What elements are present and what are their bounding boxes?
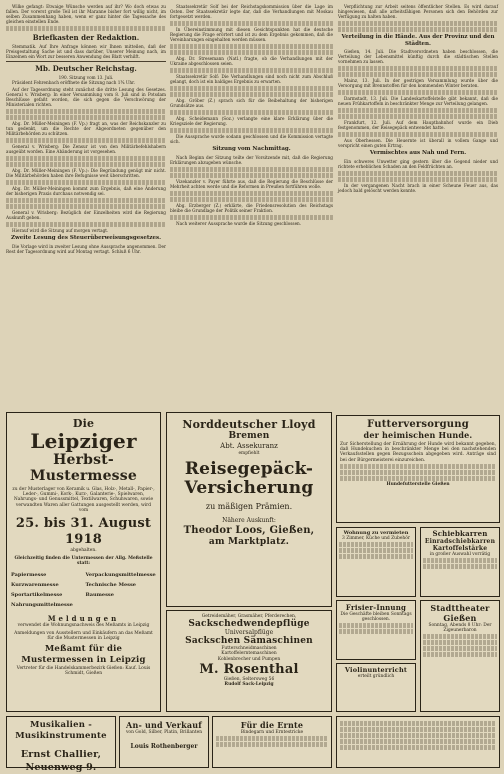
- schiebkarren-title: Schiebkarren: [432, 529, 488, 538]
- editor-text: Stemmatik. Auf Ihre Anfrage können wir Ihnen mitteilen, daß der Preisgestaltung Sache ist und dass darüber, Unserer Meinung nach, im Einzelnen ein Wort zur besseren Anwendung des Blatt verhilft.: [6, 44, 166, 59]
- ad-small-left: [336, 527, 416, 597]
- messe-sub-item: Baumesse: [85, 591, 114, 598]
- messe-abgehalten: abgehalten.: [70, 548, 97, 554]
- article-paragraph: Abg. Dr. Müller-Meiningen (F. Vp.): Die Begründung genügt mir nicht. Die Militärbehörden haben ihre Befugnisse weit überschritten.: [6, 168, 166, 178]
- lloyd-auskunft: Nähere Auskunft:: [222, 517, 276, 525]
- stadttheater-title: Stadttheater Gießen: [430, 603, 490, 623]
- messe-messamt: Meßamt für die Mustermessen in Leipzig: [21, 644, 146, 666]
- article-paragraph: Abg. Erzberger (Z.) erklärte, die Friedensresolution des Reichstags bleibe die Grundlage der Politik seiner Fraktion.: [170, 202, 333, 213]
- article-paragraph: Abg. Dr. Müller-Meiningen (F. Vp.) fragt an, was der Reichskanzler zu tun gedenkt, um die Rechte der Abgeordneten gegenüber den Militärbehörden zu schützen.: [6, 121, 166, 136]
- article-paragraph: General v. Wrisberg: Bezüglich der Einzelheiten wird die Regierung Auskunft geben.: [6, 210, 166, 220]
- musikalien-title: Musikalien - Musikinstrumente: [15, 720, 107, 741]
- fuerdie-text: Bindegarn und Erntestricke: [240, 730, 304, 735]
- messe-meldungen-text: verwendet die Wohnungsnachweis des Meßamts in Leipzig: [17, 622, 150, 628]
- ankauf-text: von Gold, Silber, Platin, Brillanten: [125, 730, 203, 735]
- schiebkarren-l3: Kartoffelstärke: [432, 545, 488, 552]
- messe-leipziger: Leipziger: [30, 429, 137, 453]
- ad-ankauf: [119, 716, 209, 768]
- messe-sub-item: Technische Messe: [85, 581, 136, 588]
- article-paragraph: Abg. Dr. Müller-Meiningen kommt zum Ergebnis, daß eine Änderung der bisherigen Praxis durchaus notwendig sei.: [6, 186, 166, 196]
- article-paragraph: In Übereinstimmung mit diesen Gesichtspunkten hat die deutsche Regierung die Frage erörtert und ist zu dem Ergebnis gekommen, daß die Vereinbarungen eingehalten werden müssen.: [170, 27, 333, 42]
- rosenthal-line: Kohlenbrecher und Pumpen: [217, 656, 281, 662]
- lloyd-city: Bremen: [228, 431, 270, 441]
- sub-heading: Vermischtes aus Nah und Fern.: [369, 150, 467, 156]
- lloyd-praemien: zu mäßigen Prämien.: [205, 502, 293, 512]
- ad-musikalien: [6, 716, 116, 773]
- tail-heading: Zweite Lesung des Steuerüberweisungsgesetzes.: [11, 235, 161, 241]
- lloyd-product1: Reisegepäck-: [184, 459, 314, 480]
- ad-leipziger-messe: [6, 412, 161, 712]
- rosenthal-line: Sackschedwendepflüge: [188, 619, 310, 630]
- editor-heading: Briefkasten der Redaktion.: [32, 33, 140, 42]
- article-paragraph: In der vergangenen Nacht brach in einer Scheune Feuer aus, das jedoch bald gelöscht werden konnte.: [338, 182, 498, 193]
- section-heading: Mb. Deutscher Reichstag.: [35, 64, 137, 73]
- frisier-title: Frisier-Innung: [345, 603, 407, 612]
- article-paragraph: Abg. Gröber (Z.) sprach sich für die Beibehaltung der bisherigen Grundsätze aus.: [170, 98, 333, 108]
- messe-sub-item: Papiermesse: [11, 571, 47, 578]
- article-paragraph: Auf der Tagesordnung steht zunächst die dritte Lesung des Gesetzes. General v. Wrisberg: In einer Versammlung vom 8. Juli sind in Potsdam Beschlüsse gefaßt worden, die sich gegen die Verschwörung der Ministerialen richten.: [6, 87, 166, 107]
- ad-bottom-right: [336, 716, 500, 768]
- frisier-text: Die Geschäfte bleiben Sonntags geschlossen.: [340, 612, 412, 623]
- schiebkarren-l2: Einradschiebkarren: [424, 538, 496, 545]
- article-paragraph: Hierauf wird die Sitzung auf morgen vertagt.: [12, 228, 109, 233]
- ad-stadttheater: [420, 600, 500, 712]
- fuerdie-title: Für die Ernte: [240, 720, 304, 730]
- article-paragraph: Die Aussprache wurde sodann geschlossen und die Kommission vertagte sich.: [170, 134, 333, 144]
- messe-sub-item: Sportartikelmesse: [11, 591, 63, 598]
- article-paragraph: Abg. Dr. Stresemann (Natl.) fragte, ob die Verhandlungen mit der Ukraine abgeschlossen seien.: [170, 56, 333, 66]
- lloyd-street: am Marktplatz.: [208, 537, 290, 548]
- column-left: [6, 4, 166, 256]
- ankauf-title: An- und Verkauf: [126, 720, 202, 730]
- session-line: 190. Sitzung vom 13. Juli.: [58, 75, 114, 80]
- article-paragraph: Vizekanzler v. Payer führte aus, daß die Regierung die Beschlüsse der Mehrheit achten werde und die Reformen in Preußen fortführen wolle.: [170, 178, 333, 189]
- lloyd-agent: Theodor Loos, Gießen,: [183, 525, 315, 537]
- article-paragraph: General v. Wrisberg: Die Zensur ist von den Militärbefehlshabern ausgeübt worden. Eine Abänderung ist vorgesehen.: [6, 144, 166, 154]
- tail-text: Die Vorlage wird in zweiter Lesung ohne Aussprache angenommen. Der Rest der Tagesordnung wird auf Montag vertagt. Schluß 6 Uhr.: [6, 243, 166, 254]
- schiebkarren-text: in großer Auswahl vorrätig: [429, 552, 491, 557]
- intro-text: Verpflichtung zur Arbeit seitens öffentlicher Stellen. Es wird darauf hingewiesen, daß alle arbeitsfähigen Personen sich den Behörden zur Verfügung zu halten haben.: [338, 4, 498, 19]
- rosenthal-line: Universalpflüge: [224, 629, 274, 637]
- violin-text: erteilt gründlich: [357, 674, 395, 679]
- rosenthal-name: M. Rosenthal: [199, 661, 299, 677]
- small-ad-text: 3 Zimmer, Küche und Zubehör: [342, 536, 410, 541]
- lloyd-dept: Abt. Assekuranz: [220, 442, 278, 450]
- ad-hunde-title2: der heimischen Hunde.: [363, 430, 473, 440]
- ad-hunde-title1: Futterversorgung: [367, 419, 469, 430]
- column-right: [338, 4, 498, 195]
- article-paragraph: Darmstadt, 13. Juli. Die Landeskartoffelstelle gibt bekannt, daß die neuen Frühkartoffeln in beschränkter Menge zur Verteilung gelangen.: [338, 96, 498, 106]
- ad-hunde-sign: Hundefutterstelle Gießen: [386, 481, 450, 487]
- stadttheater-text: Sonntag, Abends 8 Uhr: Der Zigeunerbaron: [428, 623, 492, 634]
- lloyd-title: Norddeutscher Lloyd: [182, 418, 316, 431]
- rosenthal-line: Sackschen Sämaschinen: [185, 636, 313, 647]
- ad-hunde-text: Zur Sicherstellung der Ernährung der Hunde wird bekannt gegeben, daß Hundekuchen in beschränkter Menge bei den nachstehenden Verkaufsstellen gegen Bezugsschein abgegeben wird. Anträge sind bei der Bürgermeisterei einzureichen.: [340, 442, 496, 463]
- messe-sub-item: Kurzwarenmesse: [11, 581, 59, 588]
- rosenthal-line: Kartoffelerntemaschinen: [221, 651, 277, 657]
- messe-sub-item: Nahrungsmittelmesse: [11, 601, 73, 608]
- violin-title: Violinunterricht: [344, 666, 408, 674]
- messe-die: Die: [72, 417, 95, 430]
- messe-dates: 25. bis 31. August 1918: [15, 516, 152, 548]
- rosenthal-line: Getreidemäher, Grasmäher, Pferderechen,: [201, 614, 297, 619]
- article-paragraph: Gießen, 14. Juli. Die Stadtverordneten haben beschlossen, die Verteilung der Lebensmittel künftig durch die städtischen Stellen vornehmen zu lassen.: [338, 49, 498, 64]
- rosenthal-addr: Gießen, Seltersweg 56: [223, 676, 275, 682]
- messe-gleichzeitig: Gleichzeitig finden die Untermessen der Allg. Meßstelle statt:: [14, 556, 153, 567]
- article-paragraph: Mainz, 13. Juli. In der gestrigen Versammlung wurde über die Versorgung mit Brennstoffen für den kommenden Winter beraten.: [338, 78, 498, 88]
- messe-sub-item: Verpackungsmittelmesse: [85, 571, 156, 578]
- article-paragraph: Ein schweres Unwetter ging gestern über die Gegend nieder und richtete erheblichen Schaden an den Feldfrüchten an.: [338, 158, 498, 169]
- messe-herbst: Herbst-Mustermesse: [30, 452, 137, 484]
- sub-heading: Sitzung vom Nachmittag.: [212, 146, 291, 152]
- ankauf-name: Louis Rothenberger: [130, 743, 198, 751]
- ad-fuerdie: [212, 716, 332, 768]
- messe-anmeldungen: Anmeldungen von Ausstellern und Einkäufern an das Meßamt für die Mustermessen in Leipzig: [14, 630, 153, 642]
- small-ad-title: Wohnung zu vermieten: [343, 530, 409, 536]
- musikalien-name: Ernst Challier, Neuenweg 9.: [20, 749, 102, 773]
- rosenthal-brand: Rudolf Sack-Leipzig: [224, 682, 274, 688]
- messe-meldungen: Meldungen: [47, 613, 120, 623]
- lloyd-empfiehlt: empfiehlt: [238, 451, 260, 456]
- article-paragraph: Staatssekretär Solf: Die Verhandlungen sind noch nicht zum Abschluß gelangt, doch ist ein baldiges Ergebnis zu erwarten.: [170, 74, 333, 84]
- column-middle: [170, 4, 333, 228]
- rosenthal-line: Futterschneidmaschinen: [221, 646, 277, 652]
- ad-schiebkarren: [420, 527, 500, 597]
- intro-text: Wilke gefangt: Etwaige Wünsche werden auf ihr? Wo doch etwas zu fallen. Der vorerst große Teil ist ihr Maranne bisher fort willig nicht, im selben Zusammenhang haben, wenn er ganz hinter die Tagessache des gleichen einstellen Ende.: [6, 4, 166, 24]
- ad-rosenthal: [166, 610, 332, 712]
- article-paragraph: Abg. Scheidemann (Soz.) verlangte eine klare Erklärung über die Kriegsziele der Regierung.: [170, 116, 333, 126]
- ad-violin: [336, 663, 416, 712]
- messe-sub-left: [11, 570, 82, 610]
- lloyd-product2: Versicherung: [184, 478, 314, 499]
- article-paragraph: Aus Oberhessen. Die Heuernte ist überall in vollem Gange und verspricht einen guten Ertrag.: [338, 138, 498, 148]
- messe-sub-right: [86, 570, 157, 610]
- messe-vertreter: Vertreter für die Handelskammerbezirk Gießen: Kauf. Louis Schmidt, Gießen: [16, 666, 151, 677]
- article-paragraph: Nach weiterer Aussprache wurde die Sitzung geschlossen.: [176, 220, 302, 226]
- intro-text: Staatssekretär Solf bei der Reichstagskommission über die Lage im Osten. Der Staatssekretär legte dar, daß die Verhandlungen mit Moskau fortgesetzt werden.: [170, 4, 333, 19]
- ad-frisier: [336, 600, 416, 660]
- ad-norddeutscher-lloyd: [166, 412, 332, 607]
- ad-hunde: [336, 415, 500, 523]
- article-paragraph: Frankfurt, 12. Juli. Auf dem Hauptbahnhof wurde ein Dieb festgenommen, der Reisegepäck entwendet hatte.: [338, 120, 498, 130]
- article-paragraph: Präsident Fehrenbach eröffnete die Sitzung nach 1¾ Uhr.: [12, 80, 135, 85]
- section-heading: Verteilung in die Hände. Aus der Provinz und den Städten.: [341, 34, 495, 47]
- article-paragraph: Nach Beginn der Sitzung teilte der Vorsitzende mit, daß die Regierung Erklärungen abzugeben wünsche.: [170, 154, 333, 165]
- messe-intro: zu der Musterlager von Keramik u. Glas, Holz-, Metall-, Papier-, Leder-, Gummi-, Kork-, Kurz-, Galanterie-, Spielwaren, Nahrungs- und Genussmittel, Textilwaren, Schuhwaren, sowie verwandten Waren aller Gattungen ausgestellt werden, wird vom: [12, 487, 155, 513]
